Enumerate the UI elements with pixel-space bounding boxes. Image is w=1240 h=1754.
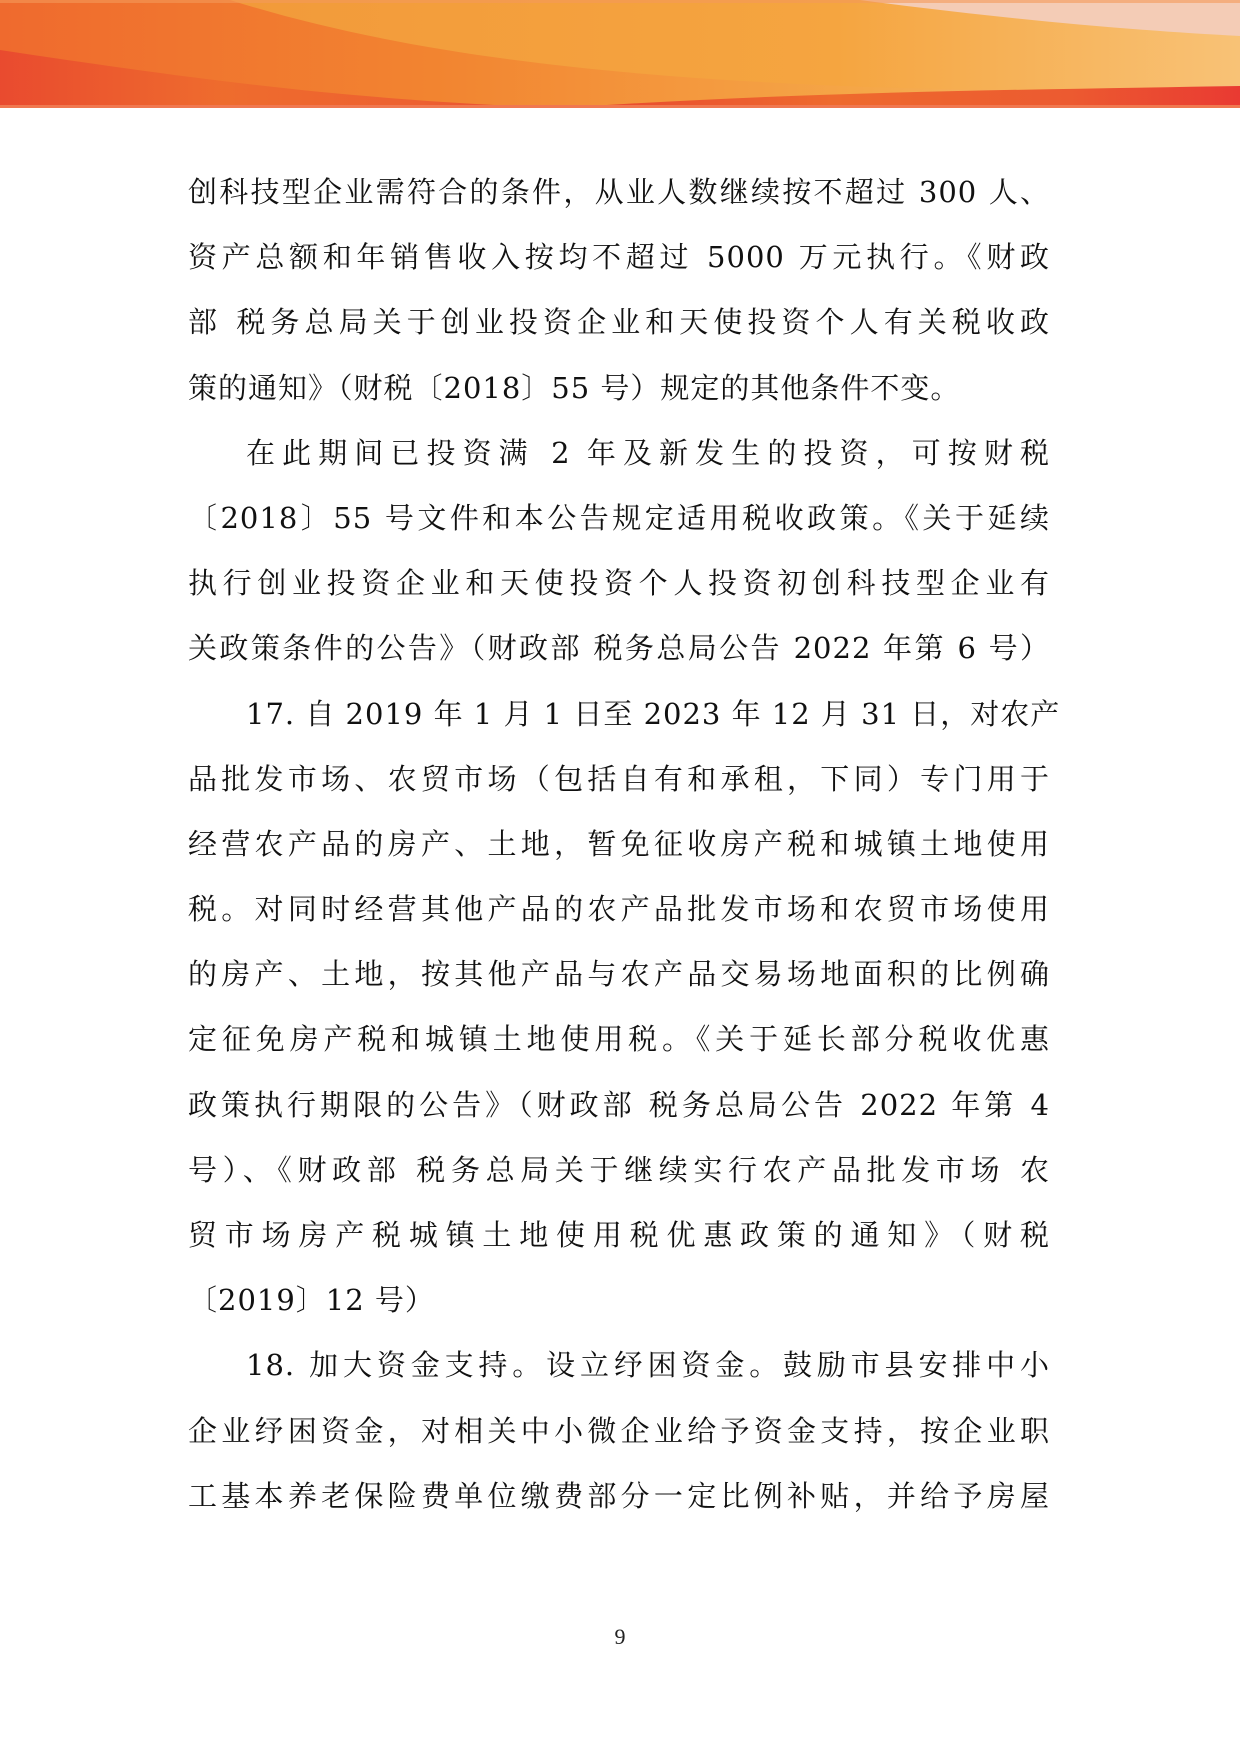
text-line: 17. 自 2019 年 1 月 1 日至 2023 年 12 月 31 日，对农产 xyxy=(246,696,1061,731)
text-line: 品批发市场、农贸市场（包括自有和承租，下同）专门用于 xyxy=(188,761,1050,796)
text-line: 政策执行期限的公告》（财政部 税务总局公告 2022 年第 4 xyxy=(188,1087,1050,1122)
text-line: 〔2018〕55 号文件和本公告规定适用税收政策。《关于延续 xyxy=(188,500,1050,535)
paragraph-1 xyxy=(188,160,1050,421)
header-banner xyxy=(0,0,1240,108)
text-line: 策的通知》（财税〔2018〕55 号）规定的其他条件不变。 xyxy=(188,370,961,405)
text-line: 工基本养老保险费单位缴费部分一定比例补贴，并给予房屋 xyxy=(188,1478,1050,1513)
paragraph-item-17 xyxy=(188,682,1061,1334)
paragraph-item-18 xyxy=(188,1333,1050,1529)
text-line: 资产总额和年销售收入按均不超过 5000 万元执行。《财政 xyxy=(188,240,1050,275)
document-body xyxy=(188,160,1061,1529)
paragraph-2 xyxy=(188,421,1050,682)
text-line: 定征免房产税和城镇土地使用税。《关于延长部分税收优惠 xyxy=(188,1022,1050,1057)
text-line: 企业纾困资金，对相关中小微企业给予资金支持，按企业职 xyxy=(188,1413,1050,1448)
text-line: 在此期间已投资满 2 年及新发生的投资，可按财税 xyxy=(246,435,1050,470)
wave-decoration-icon xyxy=(0,0,1240,108)
page-number: 9 xyxy=(614,1624,626,1649)
text-line: 关政策条件的公告》（财政部 税务总局公告 2022 年第 6 号） xyxy=(188,631,1050,666)
text-line: 贸市场房产税城镇土地使用税优惠政策的通知》（财税 xyxy=(188,1218,1050,1252)
text-line: 执行创业投资企业和天使投资个人投资初创科技型企业有 xyxy=(188,566,1050,601)
text-line: 创科技型企业需符合的条件，从业人数继续按不超过 300 人、 xyxy=(188,175,1050,209)
text-line: 税。对同时经营其他产品的农产品批发市场和农贸市场使用 xyxy=(188,892,1050,927)
text-line: 的房产、土地，按其他产品与农产品交易场地面积的比例确 xyxy=(188,957,1050,992)
text-line: 经营农产品的房产、土地，暂免征收房产税和城镇土地使用 xyxy=(188,826,1050,861)
text-line: 18. 加大资金支持。设立纾困资金。鼓励市县安排中小 xyxy=(246,1348,1050,1383)
text-line: 号）、《财政部 税务总局关于继续实行农产品批发市场 农 xyxy=(188,1152,1050,1187)
text-line: 部 税务总局关于创业投资企业和天使投资个人有关税收政 xyxy=(188,305,1050,340)
text-line: 〔2019〕12 号） xyxy=(188,1283,435,1318)
